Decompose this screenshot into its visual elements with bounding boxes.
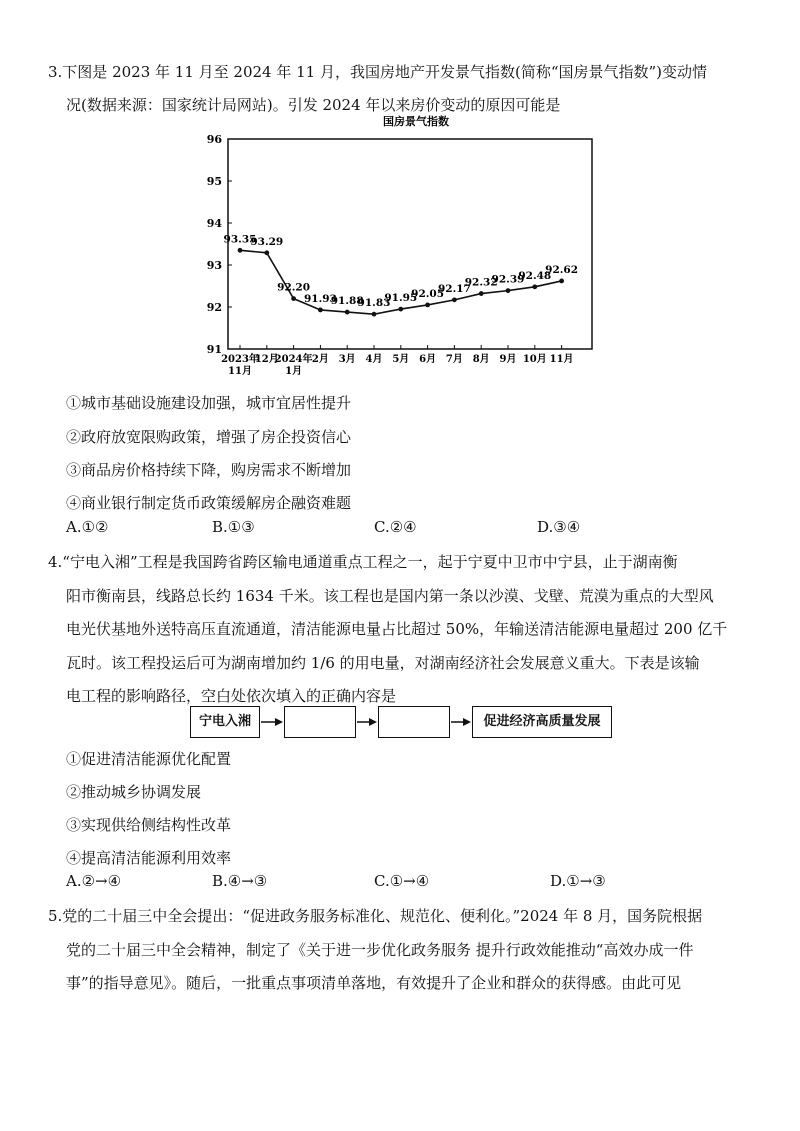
q3-stem-line-1: 3.下图是 2023 年 11 月至 2024 年 11 月，我国房地产开发景气指数(简称“国房景气指数”)变动情: [48, 63, 708, 81]
x-tick-label: 11月: [549, 354, 574, 365]
q3-stem-line-2: 况(数据来源：国家统计局网站)。引发 2024 年以来房价变动的原因可能是: [66, 96, 561, 114]
x-tick-label: 2023年: [221, 354, 259, 365]
data-point: [532, 284, 537, 289]
q5-stem-line-1: 5.党的二十届三中全会提出：“促进政务服务标准化、规范化、便利化。”2024 年 8 月，国务院根据: [48, 907, 703, 925]
q4-option-a[interactable]: A.②→④: [66, 872, 122, 890]
housing-index-chart: [200, 112, 610, 380]
y-tick-label: 96: [206, 133, 222, 146]
flow-box-end: 促进经济高质量发展: [472, 706, 612, 738]
data-point: [372, 312, 377, 317]
data-label: 91.83: [357, 297, 391, 310]
data-point: [264, 250, 269, 255]
flow-box-start: 宁电入湘: [190, 706, 260, 738]
y-tick-label: 92: [206, 301, 222, 314]
q4-statement-2: ②推动城乡协调发展: [66, 783, 202, 801]
data-label: 91.95: [384, 292, 418, 305]
x-tick-label: 8月: [472, 354, 490, 365]
x-tick-label: 9月: [499, 354, 517, 365]
y-tick-label: 95: [206, 175, 222, 188]
q4-option-b[interactable]: B.④→③: [212, 872, 268, 890]
data-point: [506, 288, 511, 293]
x-tick-label: 7月: [445, 354, 463, 365]
data-point: [318, 308, 323, 313]
x-tick-label: 3月: [338, 354, 356, 365]
chart-title: 国房景气指数: [383, 115, 449, 128]
q4-option-c[interactable]: C.①→④: [374, 872, 430, 890]
y-tick-label: 93: [206, 259, 222, 272]
data-point: [452, 297, 457, 302]
q4-stem-line-3: 电光伏基地外送特高压直流通道，清洁能源电量占比超过 50%，年输送清洁能源电量超过 200 亿千: [66, 620, 728, 638]
x-tick-label: 4月: [365, 354, 383, 365]
data-point: [425, 303, 430, 308]
q5-stem-line-3: 事”的指导意见》。随后，一批重点事项清单落地，有效提升了企业和群众的获得感。由此可见: [66, 974, 682, 992]
x-tick-label: 5月: [392, 354, 410, 365]
data-label: 92.62: [545, 263, 579, 276]
data-label: 92.39: [491, 273, 525, 286]
x-tick-label: 6月: [419, 354, 437, 365]
q3-statement-4: ④商业银行制定货币政策缓解房企融资难题: [66, 494, 352, 512]
x-tick-label: 2月: [311, 354, 329, 365]
data-point: [398, 307, 403, 312]
x-tick-label: 11月: [228, 366, 252, 377]
q4-option-d[interactable]: D.①→③: [550, 872, 606, 890]
q3-option-b[interactable]: B.①③: [212, 518, 255, 536]
x-axis: [221, 345, 573, 377]
data-point: [479, 291, 484, 296]
data-label: 92.32: [464, 276, 498, 289]
data-point: [345, 310, 350, 315]
q4-statement-3: ③实现供给侧结构性改革: [66, 816, 232, 834]
q5-stem-line-2: 党的二十届三中全会精神，制定了《关于进一步优化政务服务 提升行政效能推动“高效办成一件: [66, 941, 694, 959]
data-point: [559, 279, 564, 284]
q3-statement-3: ③商品房价格持续下降，购房需求不断增加: [66, 461, 352, 479]
x-tick-label: 12月: [254, 354, 279, 365]
flow-box-blank-2: [378, 706, 450, 738]
flow-arrow-2: [356, 706, 378, 738]
y-tick-label: 91: [206, 343, 222, 356]
q3-statement-2: ②政府放宽限购政策，增强了房企投资信心: [66, 428, 352, 446]
data-label: 91.88: [330, 295, 364, 308]
flow-arrow-1: [260, 706, 284, 738]
data-label: 93.29: [250, 235, 284, 248]
q4-stem-line-4: 瓦时。该工程投运后可为湖南增加约 1/6 的用电量，对湖南经济社会发展意义重大。下表是该输: [66, 654, 700, 672]
flow-box-blank-1: [284, 706, 356, 738]
q3-option-d[interactable]: D.③④: [537, 518, 581, 536]
data-label: 92.17: [437, 282, 471, 295]
q3-option-a[interactable]: A.①②: [66, 518, 109, 536]
q3-statement-1: ①城市基础设施建设加强，城市宜居性提升: [66, 394, 352, 412]
q4-stem-line-5: 电工程的影响路径，空白处依次填入的正确内容是: [66, 687, 397, 705]
data-point: [291, 296, 296, 301]
y-tick-label: 94: [206, 217, 222, 230]
data-label: 91.93: [303, 292, 337, 305]
data-point: [238, 248, 243, 253]
q4-stem-line-1: 4.“宁电入湘”工程是我国跨省跨区输电通道重点工程之一，起于宁夏中卫市中宁县，止于湖南衡: [48, 553, 678, 571]
x-tick-label: 2024年: [274, 354, 313, 365]
flow-arrow-3: [450, 706, 472, 738]
data-label: 92.20: [277, 281, 311, 294]
q4-statement-1: ①促进清洁能源优化配置: [66, 750, 232, 768]
x-tick-label: 10月: [522, 354, 547, 365]
q3-option-c[interactable]: C.②④: [374, 518, 417, 536]
q4-stem-line-2: 阳市衡南县，线路总长约 1634 千米。该工程也是国内第一条以沙漠、戈壁、荒漠为重点的大型风: [66, 587, 714, 605]
x-tick-label: 1月: [285, 366, 303, 377]
data-label: 92.05: [411, 287, 445, 300]
data-label: 93.35: [223, 233, 257, 246]
q4-statement-4: ④提高清洁能源利用效率: [66, 849, 232, 867]
data-label: 92.48: [518, 269, 552, 282]
